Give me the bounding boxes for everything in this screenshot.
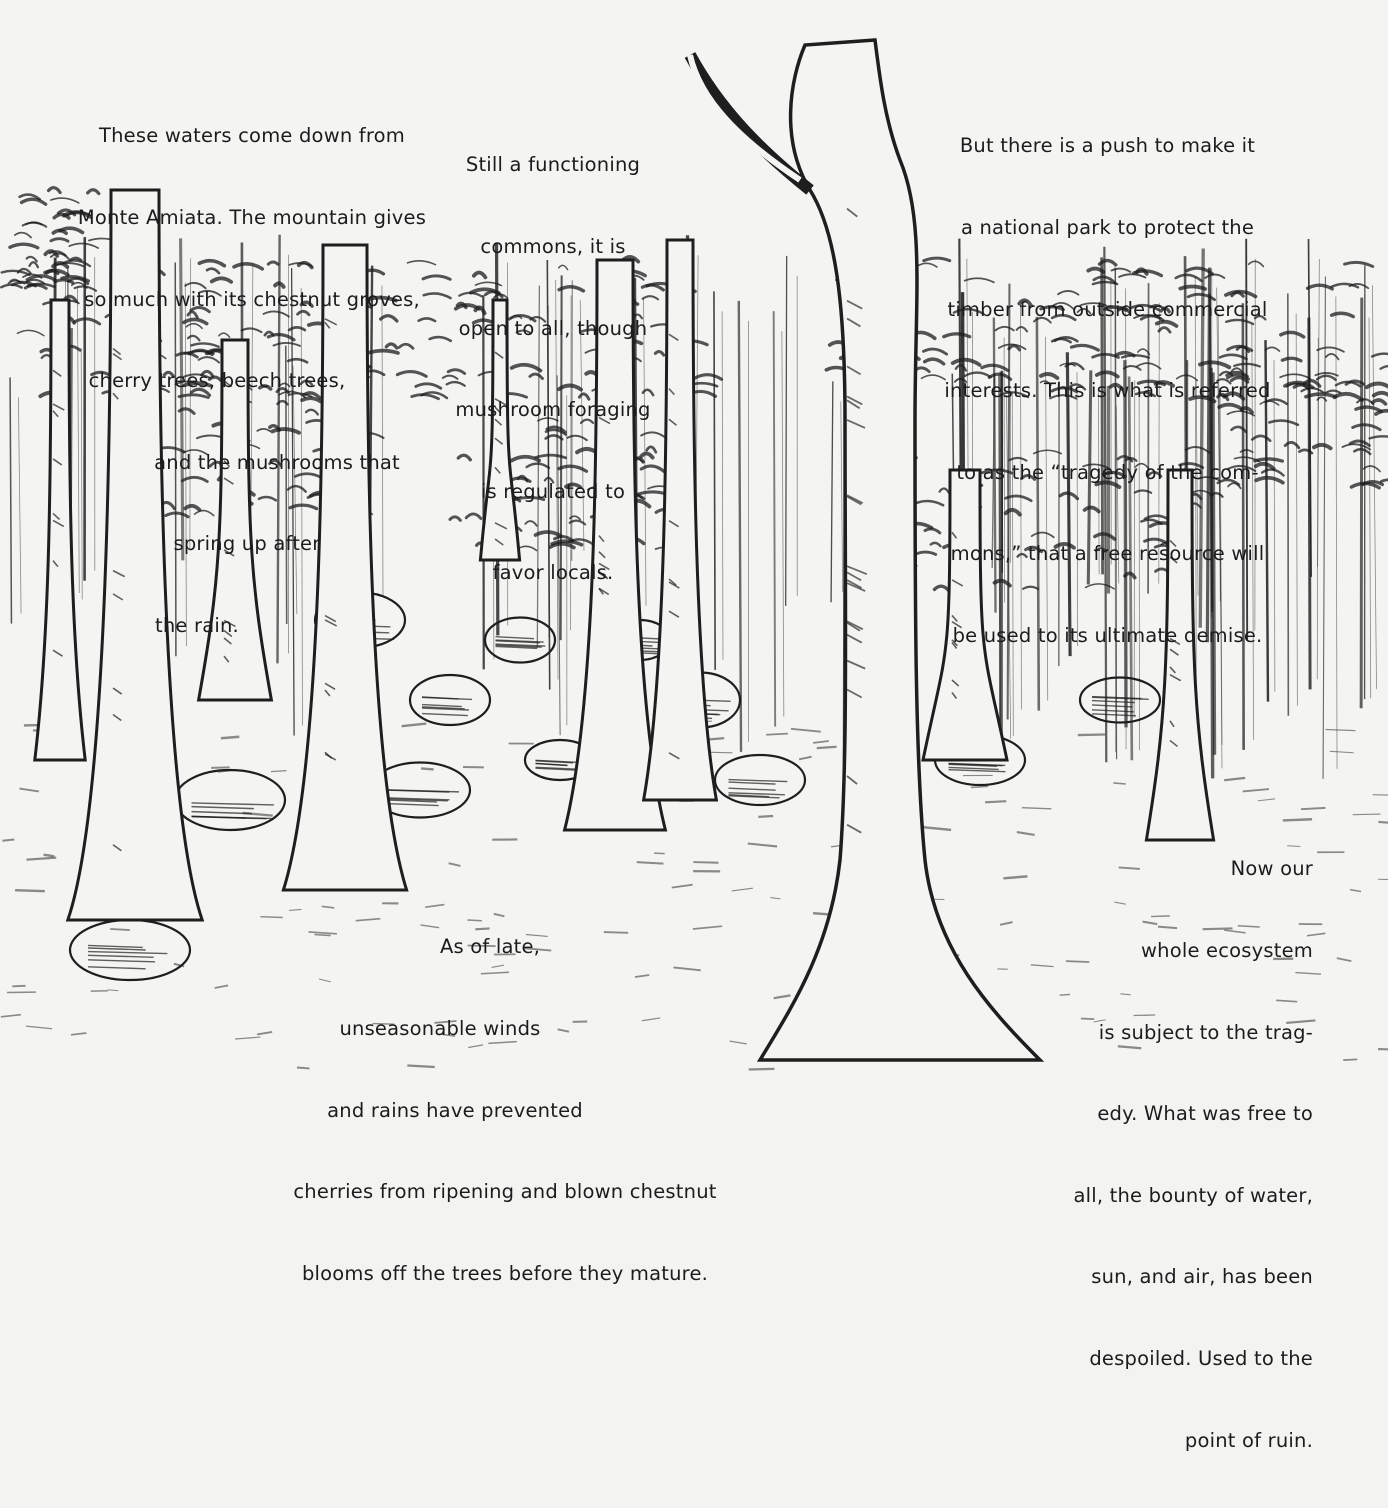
boulder-shading bbox=[422, 697, 458, 699]
caption-line: point of ruin. bbox=[1040, 1427, 1313, 1454]
ground-hatch bbox=[449, 863, 461, 866]
ground-hatch bbox=[1326, 730, 1356, 731]
background-trunk-edge bbox=[1296, 313, 1297, 705]
caption-line: all, the bounty of water, bbox=[1040, 1182, 1313, 1209]
ground-hatch bbox=[748, 844, 777, 847]
foliage-dash bbox=[1326, 391, 1341, 393]
background-trunk-edge bbox=[18, 397, 21, 613]
ground-hatch bbox=[971, 786, 988, 787]
foliage-dash bbox=[1353, 425, 1380, 430]
ground-hatch bbox=[1000, 922, 1012, 925]
caption-line: Now our bbox=[1040, 855, 1313, 882]
foliage-dash bbox=[2, 271, 30, 275]
boulder-shading bbox=[536, 761, 574, 763]
foliage-dash bbox=[1356, 407, 1381, 411]
boulder-shading bbox=[422, 705, 462, 707]
background-trunk bbox=[10, 377, 11, 623]
boulder-shading bbox=[192, 803, 274, 805]
foliage-dash bbox=[17, 330, 43, 335]
ground-hatch bbox=[108, 990, 119, 991]
ground-hatch bbox=[26, 1026, 52, 1029]
ground-hatch bbox=[923, 827, 951, 830]
caption-line: spring up after bbox=[52, 530, 442, 557]
background-trunk-edge bbox=[841, 401, 843, 592]
caption-line: blooms off the trees before they mature. bbox=[270, 1260, 740, 1287]
boulder-shading bbox=[729, 782, 776, 784]
foliage-dash bbox=[1334, 394, 1362, 400]
boulder-shading bbox=[949, 764, 1003, 766]
foliage-dash bbox=[1326, 354, 1338, 359]
ground-hatch bbox=[26, 858, 56, 860]
ground-hatch bbox=[271, 771, 286, 772]
background-trunk-edge bbox=[782, 331, 784, 716]
boulder-shading bbox=[88, 945, 143, 947]
boulder-shading bbox=[88, 948, 146, 950]
caption-line: is regulated to bbox=[440, 478, 666, 505]
foliage-dash bbox=[1373, 400, 1386, 404]
caption-line: sun, and air, has been bbox=[1040, 1263, 1313, 1290]
caption-commons bbox=[440, 97, 666, 641]
caption-line: But there is a push to make it bbox=[925, 132, 1290, 159]
caption-line: whole ecosystem bbox=[1040, 937, 1313, 964]
background-trunk bbox=[831, 381, 833, 602]
caption-line: commons, it is bbox=[440, 233, 666, 260]
boulder-shading bbox=[192, 817, 267, 819]
foliage-dash bbox=[1364, 466, 1380, 471]
ground-hatch bbox=[749, 1069, 775, 1070]
ground-hatch bbox=[1, 1015, 21, 1017]
caption-line: mushroom foraging bbox=[440, 396, 666, 423]
caption-line: cherries from ripening and blown chestnut bbox=[270, 1178, 740, 1205]
caption-line: As of late, bbox=[240, 933, 740, 960]
ground-hatch bbox=[799, 757, 811, 760]
ground-hatch bbox=[12, 986, 25, 987]
ground-hatch bbox=[44, 855, 55, 857]
boulder-shading bbox=[385, 790, 449, 792]
boulder-shading bbox=[949, 767, 999, 769]
background-trunk bbox=[739, 301, 741, 752]
foliage-dash bbox=[1332, 313, 1354, 316]
ground-hatch bbox=[817, 747, 837, 748]
caption-line: timber from outside commercial bbox=[925, 296, 1290, 323]
boulder-shading bbox=[729, 796, 780, 798]
foliage-dash bbox=[1367, 383, 1388, 388]
boulder-shading bbox=[422, 714, 468, 716]
background-trunk bbox=[786, 256, 787, 606]
ground-hatch bbox=[1343, 1059, 1357, 1060]
foliage-dash bbox=[1370, 436, 1388, 439]
caption-line: is subject to the trag- bbox=[1040, 1019, 1313, 1046]
boulder-shading bbox=[729, 780, 788, 782]
ground-hatch bbox=[1373, 795, 1388, 796]
foliage-dash bbox=[1372, 354, 1388, 357]
caption-line: despoiled. Used to the bbox=[1040, 1345, 1313, 1372]
boulder-shading bbox=[88, 952, 167, 954]
background-trunk bbox=[1361, 298, 1362, 709]
ground-hatch bbox=[211, 767, 229, 768]
foliage-dash bbox=[27, 257, 37, 262]
ground-hatch bbox=[1350, 890, 1361, 892]
boulder-shading bbox=[536, 763, 568, 765]
ground-hatch bbox=[1017, 832, 1035, 835]
ground-hatch bbox=[110, 929, 130, 930]
ground-hatch bbox=[221, 737, 239, 739]
foliage-dash bbox=[1299, 450, 1312, 453]
background-trunk bbox=[1323, 276, 1325, 778]
caption-winds-rains bbox=[270, 879, 740, 1341]
background-trunk bbox=[714, 291, 715, 670]
foliage-dash bbox=[1317, 347, 1344, 351]
foliage-dash bbox=[694, 375, 721, 380]
ground-hatch bbox=[1243, 789, 1269, 791]
boulder-shading bbox=[88, 960, 155, 962]
caption-line: interests. This is what is referred bbox=[925, 377, 1290, 404]
ground-hatch bbox=[421, 768, 434, 769]
foliage-dash bbox=[1308, 285, 1333, 289]
foliage-dash bbox=[1374, 393, 1388, 397]
caption-line: Monte Amiata. The mountain gives bbox=[62, 204, 442, 231]
ground-hatch bbox=[1003, 876, 1027, 878]
background-trunk-edge bbox=[1369, 318, 1371, 699]
ground-hatch bbox=[1330, 751, 1354, 752]
ground-hatch bbox=[71, 1033, 86, 1035]
ground-hatch bbox=[402, 724, 427, 727]
ground-hatch bbox=[813, 741, 829, 743]
ground-hatch bbox=[711, 752, 732, 753]
ground-hatch bbox=[1353, 814, 1381, 815]
caption-line: mons,” that a free resource will bbox=[925, 540, 1290, 567]
ground-hatch bbox=[2, 840, 14, 841]
caption-line: and rains have prevented bbox=[170, 1097, 740, 1124]
ground-hatch bbox=[766, 734, 788, 735]
caption-line: to as the “tragedy of the com- bbox=[925, 459, 1290, 486]
boulder-shading bbox=[1092, 714, 1136, 716]
foliage-dash bbox=[10, 244, 38, 248]
foliage-dash bbox=[48, 188, 60, 193]
ground-hatch bbox=[15, 890, 45, 891]
ground-hatch bbox=[215, 985, 228, 988]
foliage-dash bbox=[1314, 445, 1331, 448]
caption-ecosystem bbox=[1040, 801, 1313, 1508]
caption-line: so much with its chestnut groves, bbox=[62, 286, 442, 313]
caption-line: These waters come down from bbox=[62, 122, 442, 149]
ground-hatch bbox=[770, 898, 780, 899]
foliage-dash bbox=[1345, 262, 1373, 266]
boulder-shading bbox=[88, 955, 154, 957]
ground-hatch bbox=[791, 729, 821, 732]
ground-hatch bbox=[693, 862, 718, 863]
caption-line: the rain. bbox=[0, 612, 442, 639]
ground-hatch bbox=[774, 995, 791, 998]
boulder-shading bbox=[729, 788, 776, 790]
boulder-shading bbox=[88, 967, 146, 969]
caption-line: and the mushrooms that bbox=[112, 449, 442, 476]
foliage-dash bbox=[29, 262, 37, 267]
ground-hatch bbox=[19, 789, 38, 792]
foliage-dash bbox=[1342, 444, 1370, 449]
ground-hatch bbox=[1113, 783, 1125, 784]
caption-line: cherry trees, beech trees, bbox=[0, 367, 442, 394]
foliage-dash bbox=[1376, 411, 1388, 414]
ground-hatch bbox=[1378, 822, 1388, 823]
ground-hatch bbox=[1378, 879, 1388, 880]
boulder-shading bbox=[385, 804, 439, 806]
caption-line: favor locals. bbox=[440, 559, 666, 586]
ground-hatch bbox=[243, 813, 273, 816]
background-trunk bbox=[774, 311, 776, 726]
caption-monte-amiata bbox=[62, 68, 442, 694]
ground-hatch bbox=[1224, 778, 1245, 780]
ground-hatch bbox=[1337, 958, 1352, 961]
foliage-dash bbox=[1381, 366, 1388, 371]
caption-line: edy. What was free to bbox=[1040, 1100, 1313, 1127]
foliage-dash bbox=[23, 223, 46, 227]
caption-line: a national park to protect the bbox=[925, 214, 1290, 241]
background-trunk-edge bbox=[722, 311, 723, 660]
caption-line: unseasonable winds bbox=[140, 1015, 740, 1042]
foliage-dash bbox=[1317, 376, 1335, 380]
ground-hatch bbox=[758, 816, 773, 817]
boulder-shading bbox=[192, 807, 254, 809]
caption-national-park bbox=[925, 78, 1290, 704]
foliage-dash bbox=[15, 233, 31, 238]
ground-hatch bbox=[637, 862, 664, 863]
ground-hatch bbox=[985, 801, 1006, 802]
foliage-dash bbox=[22, 199, 46, 204]
caption-line: open to all, though bbox=[440, 315, 666, 342]
ground-hatch bbox=[1078, 734, 1105, 735]
ground-hatch bbox=[1378, 1049, 1388, 1050]
caption-line: be used to its ultimate demise. bbox=[925, 622, 1290, 649]
caption-line: Still a functioning bbox=[440, 151, 666, 178]
boulder bbox=[175, 770, 285, 830]
background-trunk-edge bbox=[1336, 296, 1337, 768]
